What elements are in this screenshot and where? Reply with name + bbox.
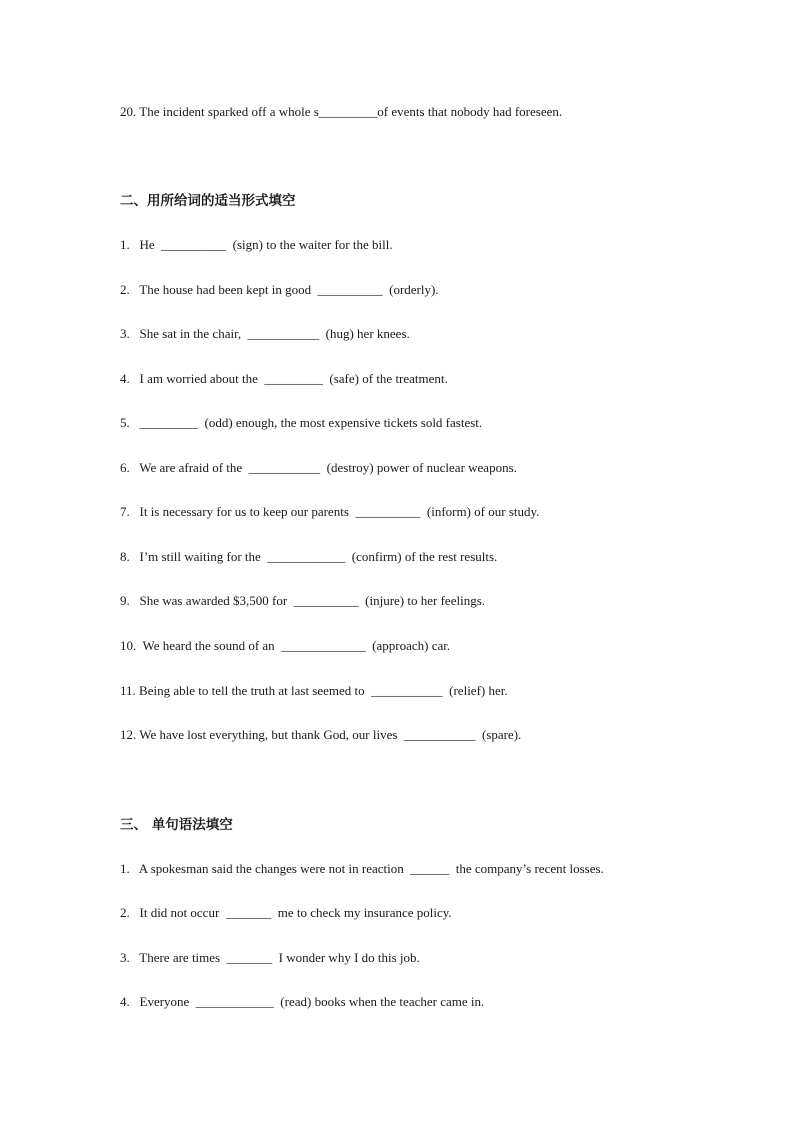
section-3-item-3: 3. There are times _______ I wonder why I do this job. [120,950,420,965]
section-3-item-1: 1. A spokesman said the changes were not in reaction ______ the company’s recent losses. [120,861,604,876]
section-2-item-10: 10. We heard the sound of an _____________ (approach) car. [120,638,451,653]
section-2-item-4: 4. I am worried about the _________ (safe) of the treatment. [120,371,448,386]
section-2-item-5: 5. _________ (odd) enough, the most expensive tickets sold fastest. [120,415,483,430]
section-2-item-9: 9. She was awarded $3,500 for __________ (injure) to her feelings. [120,593,485,608]
section-2-item-2: 2. The house had been kept in good __________ (orderly). [120,282,439,297]
section-2-item-12: 12. We have lost everything, but thank God, our lives ___________ (spare). [120,727,522,742]
question-item-20: 20. The incident sparked off a whole s_________of events that nobody had foreseen. [120,104,563,119]
section-3-heading: 三、 单句语法填空 [120,817,233,833]
section-3-item-4: 4. Everyone ____________ (read) books when the teacher came in. [120,994,485,1009]
section-2-item-7: 7. It is necessary for us to keep our parents __________ (inform) of our study. [120,504,540,519]
section-2-item-6: 6. We are afraid of the ___________ (destroy) power of nuclear weapons. [120,460,517,475]
section-2-item-11: 11. Being able to tell the truth at last seemed to ___________ (relief) her. [120,683,508,698]
section-2-item-3: 3. She sat in the chair, ___________ (hug) her knees. [120,326,410,341]
section-2-item-8: 8. I’m still waiting for the ____________ (confirm) of the rest results. [120,549,498,564]
section-2-item-1: 1. He __________ (sign) to the waiter for the bill. [120,237,393,252]
section-3-item-2: 2. It did not occur _______ me to check my insurance policy. [120,905,452,920]
section-2-heading: 二、用所给词的适当形式填空 [120,193,296,209]
